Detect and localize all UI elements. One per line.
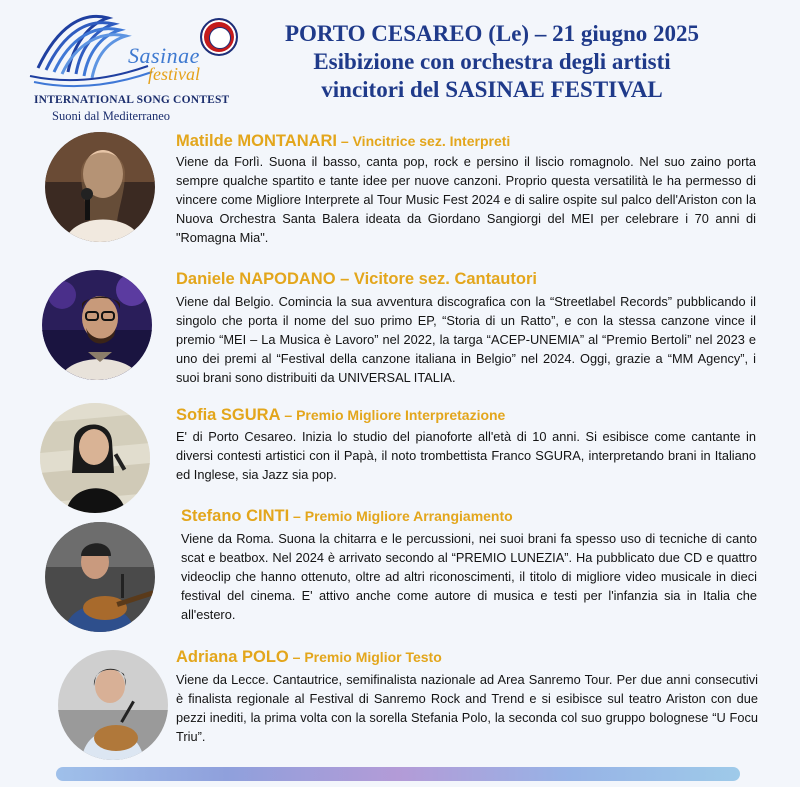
- sasinae-festival-logo: [28, 6, 228, 126]
- artist-name: Daniele NAPODANO: [176, 270, 336, 288]
- artist-name: Matilde MONTANARI: [176, 132, 338, 150]
- artist-photo: [42, 270, 152, 380]
- artist-award: – Premio Migliore Arrangiamento: [289, 508, 513, 524]
- artist-photo: [40, 403, 150, 513]
- artist-bio: Viene da Forlì. Suona il basso, canta pop, rock e persino il liscio romagnolo. Nel suo zaino porta sempre qualche spartito e tante idee per nuove canzoni. Proprio questa versatilità le ha permesso di vincere come Migliore Interprete al Tour Music Fest 2024 e di salire ospite sul palco dell'Ariston con la Nuova Orchestra Santa Balera ideata da Giordano Sangiorgi del MEI per celebrare i 70 anni di "Romagna Mia".: [176, 154, 756, 245]
- artist-bio: E' di Porto Cesareo. Inizia lo studio del pianoforte all'età di 10 anni. Si esibisce come cantante in diversi contesti artistici con il Papà, il noto trombettista Franco SGURA, interpretando brani in Italiano ed Inglese, sia Jazz sia pop.: [176, 429, 756, 482]
- contest-label: INTERNATIONAL SONG CONTEST: [34, 94, 230, 106]
- contest-subtitle: Suoni dal Mediterraneo: [52, 109, 171, 123]
- artist-photo: [45, 132, 155, 242]
- artist-bio: Viene da Roma. Suona la chitarra e le percussioni, nei suoi brani fa spesso uso di tecniche di canto scat e beatbox. Nel 2024 è arrivato secondo al “PREMIO LUNEZIA”. Ha pubblicato due CD e quattro videoclip che hanno ottenuto, oltre ad altri riconoscimenti, il titolo di migliore video musicale in dieci festival del cinema. E' attivo anche come autore di musica e testi per l'infanzia sia in Italia che all'estero.: [181, 531, 757, 622]
- artist-heading: [176, 406, 505, 425]
- artist-heading: [176, 270, 537, 289]
- artist-photo: [58, 650, 168, 760]
- brand-name: Sasinae: [128, 43, 200, 68]
- artist-name: Stefano CINTI: [181, 507, 290, 525]
- artist-heading: [181, 507, 513, 526]
- page-title: [232, 20, 752, 104]
- decorative-bottom-bar: [56, 767, 740, 781]
- title-line-2: Esibizione con orchestra degli artisti: [313, 49, 671, 74]
- artist-award: – Premio Miglior Testo: [288, 649, 442, 665]
- artist-photo: [45, 522, 155, 632]
- title-line-3: vincitori del SASINAE FESTIVAL: [321, 77, 663, 102]
- artist-heading: [176, 132, 510, 151]
- artist-bio: Viene da Lecce. Cantautrice, semifinalista nazionale ad Area Sanremo Tour. Per due anni consecutivi è finalista regionale al Festival di Sanremo Rock and Trend e si esibisce sul teatro Ariston con due pezzi inediti, la prima volta con la sorella Stefania Polo, la seconda col suo gruppo bolognese “U Focu Triu”.: [176, 672, 758, 744]
- brand-subtitle: festival: [148, 64, 200, 84]
- artist-award: – Vincitrice sez. Interpreti: [337, 133, 511, 149]
- artist-award: – Premio Migliore Interpretazione: [280, 407, 506, 423]
- artist-name: Sofia SGURA: [176, 406, 281, 424]
- artist-name: Adriana POLO: [176, 648, 289, 666]
- artist-award: – Vicitore sez. Cantautori: [335, 270, 537, 288]
- artist-bio: Viene dal Belgio. Comincia la sua avventura discografica con la “Streetlabel Records” pubblicando il singolo che porta il nome del suo primo EP, “Storia di un Ratto”, e con la stessa canzone vince il premio “MEI – La Musica è Lavoro” nel 2022, la targa “ACEP-UNEMIA” al “Premio Bertoli” nel 2023 e uno dei premi al “Festival della canzone italiana in Belgio” nel 2024. Oggi, grazie a “MM Agency”, i suoi brani sono distribuiti da UNIVERSAL ITALIA.: [176, 294, 756, 385]
- title-line-1: PORTO CESAREO (Le) – 21 giugno 2025: [284, 21, 700, 46]
- artist-heading: [176, 648, 442, 667]
